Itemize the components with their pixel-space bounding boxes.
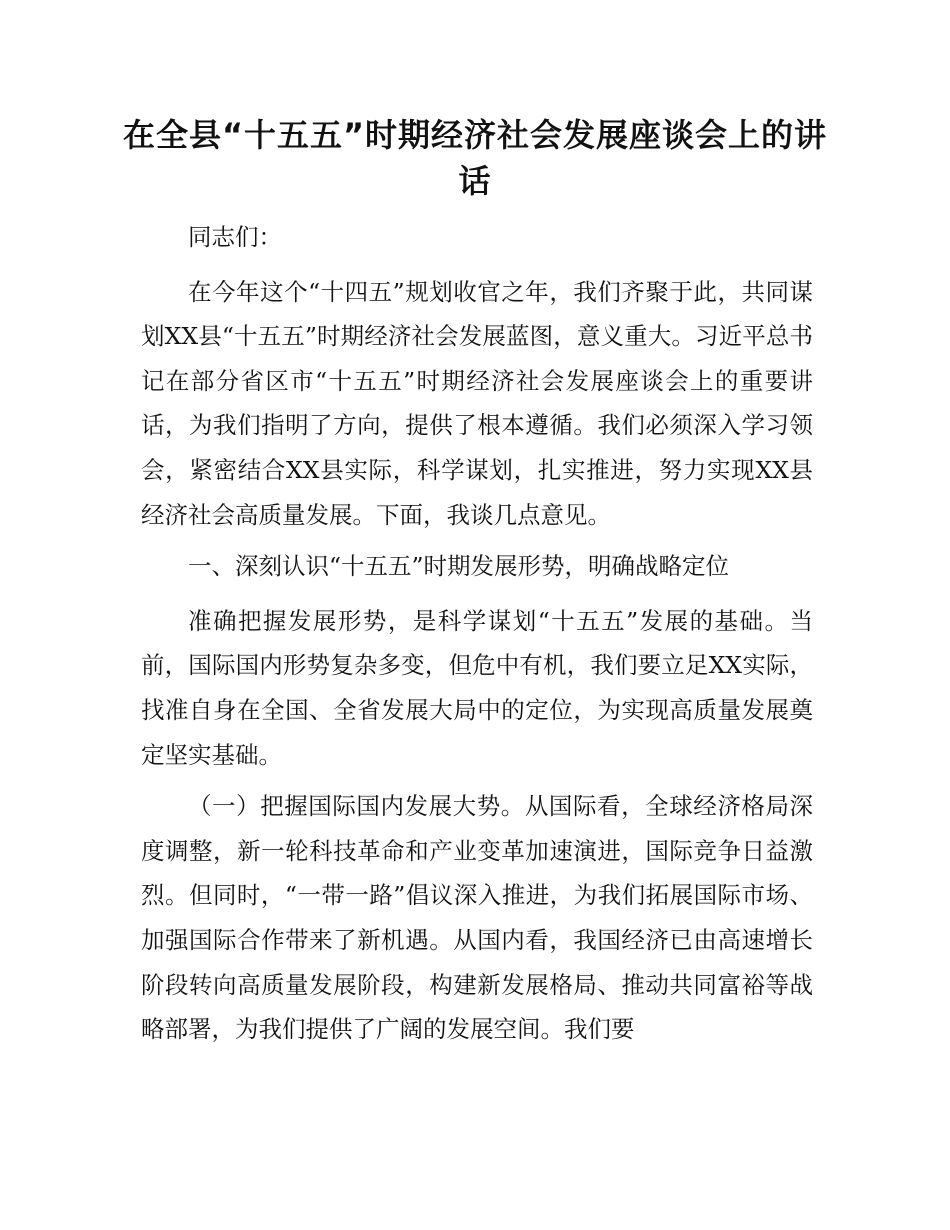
document-title: 在全县“十五五”时期经济社会发展座谈会上的讲话 <box>122 116 828 200</box>
subsection-paragraph: （一）把握国际国内发展大势。从国际看，全球经济格局深度调整，新一轮科技革命和产业变革加速演进，国际竞争日益激烈。但同时，“一带一路”倡议深入推进，为我们拓展国际市场、加强国际合作带来了新机遇。从国内看，我国经济已由高速增长阶段转向高质量发展阶段，构建新发展格局、推动共同富裕等战略部署，为我们提供了广阔的发展空间。我们要 <box>141 792 813 1044</box>
intro-paragraph: 在今年这个“十四五”规划收官之年，我们齐聚于此，共同谋划XX县“十五五”时期经济社会发展蓝图，意义重大。习近平总书记在部分省区市“十五五”时期经济社会发展座谈会上的重要讲话，为我们指明了方向，提供了根本遵循。我们必须深入学习领会，紧密结合XX县实际，科学谋划，扎实推进，努力实现XX县经济社会高质量发展。下面，我谈几点意见。 <box>141 277 813 529</box>
document-body <box>141 215 813 1059</box>
section-paragraph: 准确把握发展形势，是科学谋划“十五五”发展的基础。当前，国际国内形势复杂多变，但危中有机，我们要立足XX实际，找准自身在全国、全省发展大局中的定位，为实现高质量发展奠定坚实基础。 <box>141 606 813 769</box>
salutation: 同志们： <box>188 223 282 251</box>
section-heading: 一、深刻认识“十五五”时期发展形势，明确战略定位 <box>188 552 730 581</box>
